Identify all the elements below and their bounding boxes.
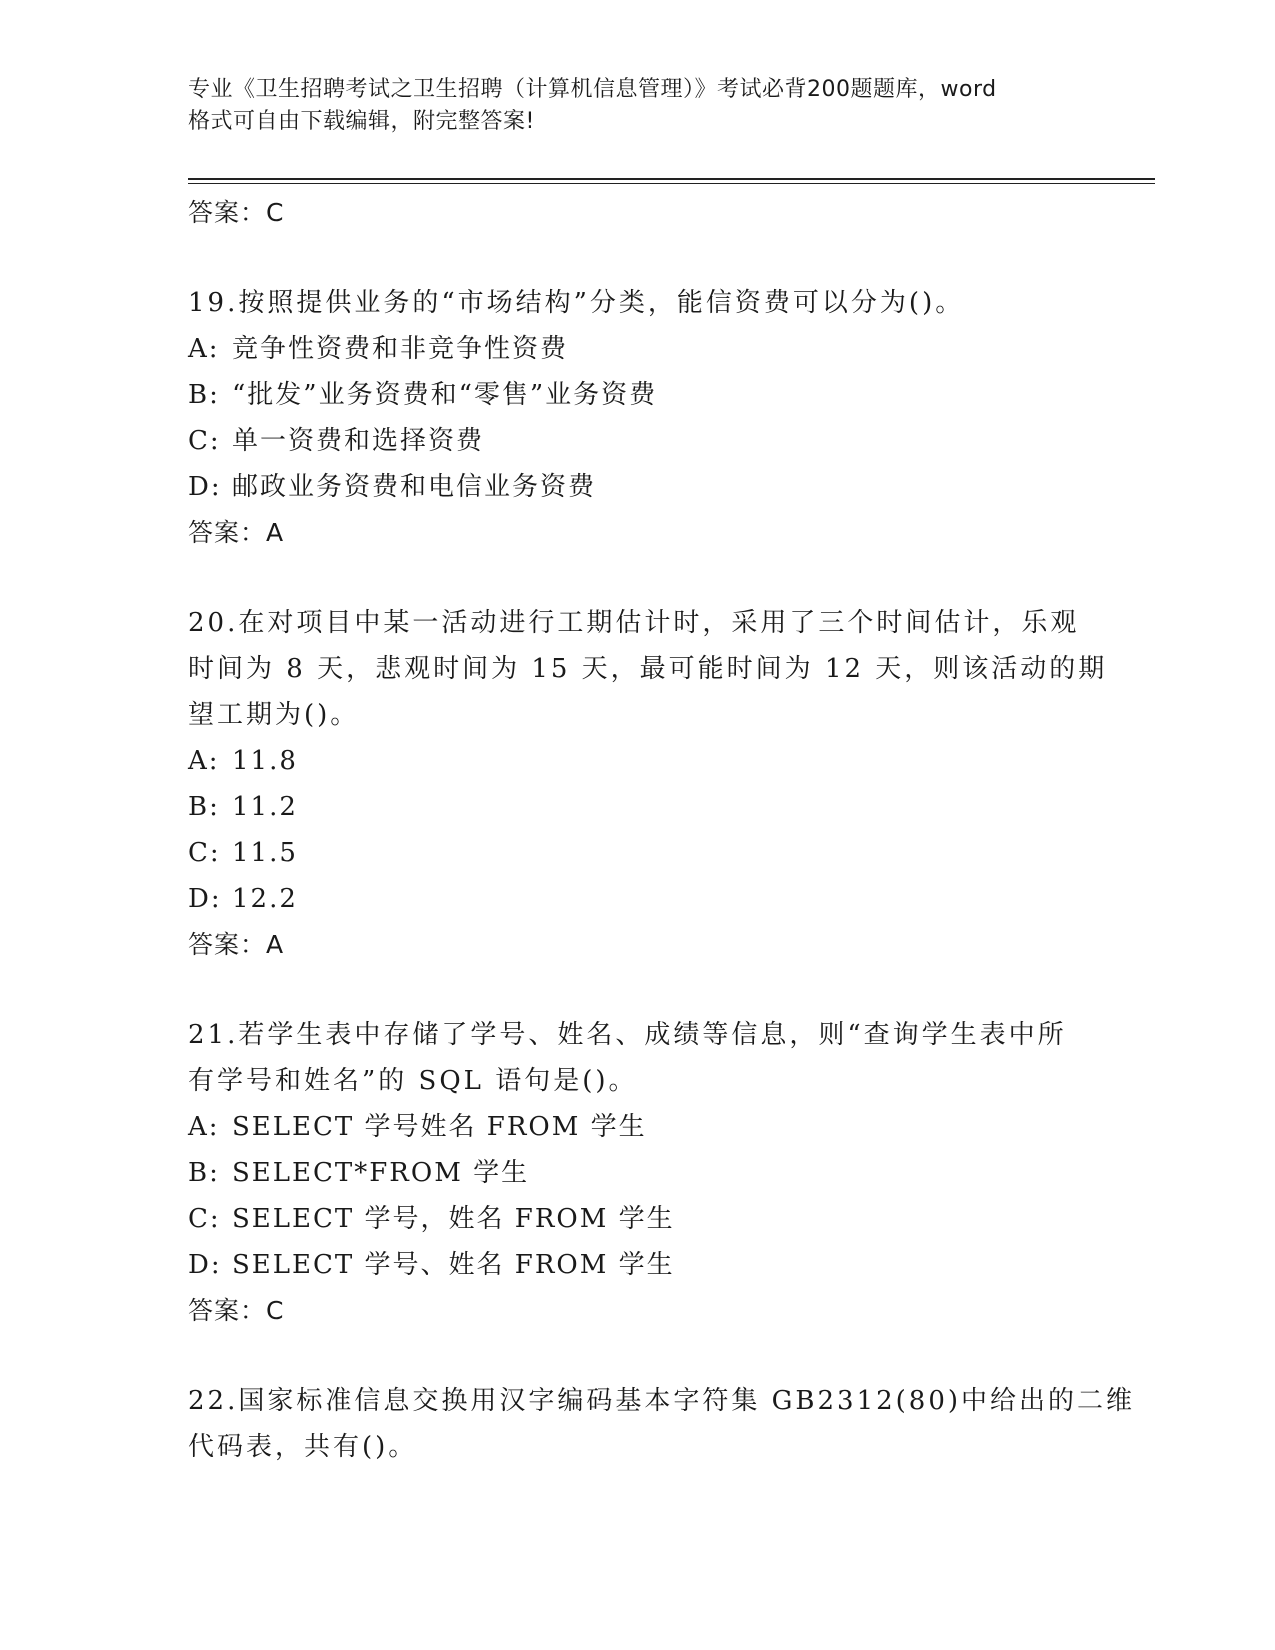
option-c: C: 11.5 bbox=[188, 838, 298, 868]
header-line-2: 格式可自由下载编辑，附完整答案! bbox=[188, 109, 535, 134]
option-b: B: 11.2 bbox=[188, 792, 298, 822]
header-line-1: 专业《卫生招聘考试之卫生招聘（计算机信息管理）》考试必背200题题库，word bbox=[188, 77, 997, 102]
question-21 bbox=[188, 1012, 1088, 1334]
header-divider bbox=[188, 178, 1155, 180]
option-d: D: SELECT 学号、姓名 FROM 学生 bbox=[188, 1250, 675, 1280]
option-b: B: “批发”业务资费和“零售”业务资费 bbox=[188, 380, 658, 410]
option-d: D: 12.2 bbox=[188, 884, 298, 914]
answer-line: 答案：A bbox=[188, 930, 285, 959]
option-a: A: 竞争性资费和非竞争性资费 bbox=[188, 334, 569, 364]
question-text: 望工期为()。 bbox=[188, 700, 360, 730]
question-text: 22.国家标准信息交换用汉字编码基本字符集 GB2312(80)中给出的二维 bbox=[188, 1386, 1136, 1416]
question-text: 有学号和姓名”的 SQL 语句是()。 bbox=[188, 1066, 638, 1096]
question-20 bbox=[188, 600, 1108, 968]
question-text: 时间为 8 天，悲观时间为 15 天，最可能时间为 12 天，则该活动的期 bbox=[188, 654, 1108, 684]
document-header bbox=[188, 74, 1088, 138]
answer-line: 答案：C bbox=[188, 1296, 285, 1325]
question-text: 代码表，共有()。 bbox=[188, 1432, 418, 1462]
header-divider-thin bbox=[188, 183, 1155, 184]
question-text: 21.若学生表中存储了学号、姓名、成绩等信息，则“查询学生表中所 bbox=[188, 1020, 1067, 1050]
question-text: 19.按照提供业务的“市场结构”分类，能信资费可以分为()。 bbox=[188, 288, 965, 318]
option-c: C: SELECT 学号，姓名 FROM 学生 bbox=[188, 1204, 675, 1234]
question-text: 20.在对项目中某一活动进行工期估计时，采用了三个时间估计，乐观 bbox=[188, 608, 1080, 638]
answer-line: 答案：C bbox=[188, 198, 285, 227]
option-d: D: 邮政业务资费和电信业务资费 bbox=[188, 472, 597, 502]
option-a: A: SELECT 学号姓名 FROM 学生 bbox=[188, 1112, 647, 1142]
option-c: C: 单一资费和选择资费 bbox=[188, 426, 485, 456]
option-b: B: SELECT*FROM 学生 bbox=[188, 1158, 530, 1188]
question-22 bbox=[188, 1378, 1136, 1470]
question-19 bbox=[188, 280, 1088, 556]
answer-line: 答案：A bbox=[188, 518, 285, 547]
question-list bbox=[188, 190, 1136, 1470]
option-a: A: 11.8 bbox=[188, 746, 298, 776]
